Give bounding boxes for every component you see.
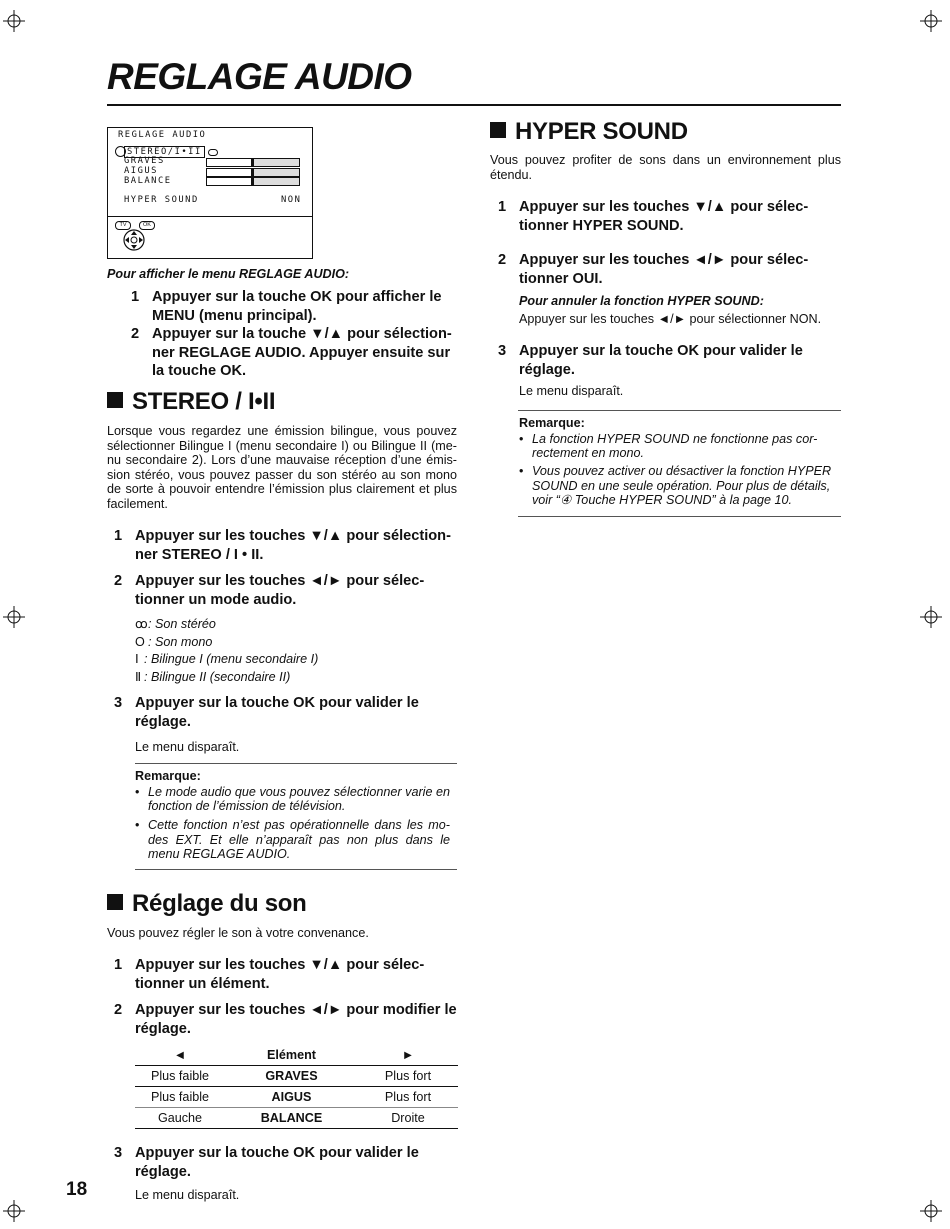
note-heading: Remarque: [519,416,585,430]
note-item: • Le mode audio que vous pouvez sélectionner varie en fonction de l’émission de télévision. [135,785,450,813]
step-text: Appuyer sur la touche OK pour valider le réglage. [135,1145,419,1180]
stereo-step-2 [114,572,458,609]
registration-mark-icon [3,1200,25,1222]
step-number: 3 [498,343,507,359]
step-text: Appuyer sur les touches ▼/▲ pour sélec-tionner HYPER SOUND. [519,199,809,234]
step-text: Appuyer sur les touches ◄/► pour sélec-tionner un mode audio. [135,573,425,608]
intro-step-1 [131,288,458,325]
step-number: 1 [114,528,123,544]
stereo-paragraph: Lorsque vous regardez une émission bilingue, vous pouvez sélectionner Bilingue I (menu secondaire I) ou Bilingue II (me-nu secondaire 2). Lors d’une mauvaise réception d’une émis-sion stéréo, vous pouvez passer du son stéréo au son mono de sorte à pouvoir entendre l’émission plus clairement et plus facilement. [107,424,457,511]
table-cell: Plus fort [358,1087,458,1108]
table-cell: Gauche [135,1108,225,1129]
bilingual-1-symbol-icon: Ⅰ [135,652,139,666]
step-text: Appuyer sur la touche OK pour valider le réglage. [135,695,419,730]
stereo-symbol-icon: ꝏ [135,617,148,631]
menu-screen-illustration [107,127,313,259]
menu-item-aigus: AIGUS [124,166,158,176]
section-heading-son: Réglage du son [107,890,307,918]
step-number: 3 [114,1145,123,1161]
registration-mark-icon [920,606,942,628]
stereo-notes [135,785,450,861]
table-cell: Plus faible [135,1087,225,1108]
note-heading: Remarque: [135,769,201,783]
registration-mark-icon [920,10,942,32]
step-text: Appuyer sur les touches ▼/▲ pour sélection-ner STEREO / I • II. [135,528,451,563]
menu-hyper-value: NON [281,195,302,205]
table-row [135,1108,458,1129]
step-text: Appuyer sur les touches ▼/▲ pour sélec-tionner un élément. [135,957,425,992]
menu-item-balance: BALANCE [124,176,172,186]
step-text: Appuyer sur la touche ▼/▲ pour sélection-ner REGLAGE AUDIO. Appuyer ensuite sur la touche OK. [152,326,452,379]
table-header: Elément [225,1045,358,1066]
intro-caption: Pour afficher le menu REGLAGE AUDIO: [107,267,350,281]
son-paragraph: Vous pouvez régler le son à votre convenance. [107,926,369,940]
son-step-2 [114,1001,458,1038]
page-number: 18 [66,1179,88,1200]
son-step-1 [114,956,458,993]
son-step-3-body: Le menu disparaît. [135,1188,240,1202]
balance-slider [206,177,300,186]
step-text: Appuyer sur les touches ◄/► pour sélec-tionner OUI. [519,252,809,287]
title-rule [107,104,841,106]
page-title: REGLAGE AUDIO [107,56,412,97]
section-heading-stereo: STEREO / I•II [107,388,275,416]
audio-mode-list [135,616,458,686]
son-step-3 [114,1144,458,1181]
step-number: 2 [131,326,140,342]
mode-stereo: ꝏ: Son stéréo [135,616,458,634]
step-number: 2 [114,1002,123,1018]
step-number: 1 [131,289,140,305]
stereo-indicator-icon [208,149,218,156]
cancel-heading: Pour annuler la fonction HYPER SOUND: [519,294,764,308]
adjustment-table [135,1045,458,1129]
stereo-step-3 [114,694,458,731]
table-cell: BALANCE [225,1108,358,1129]
section-heading-hyper: HYPER SOUND [490,118,688,146]
mono-symbol-icon: O [135,634,145,649]
step-number: 2 [498,252,507,268]
note-item: • La fonction HYPER SOUND ne fonctionne pas cor-rectement en mono. [519,432,835,460]
hyper-paragraph: Vous pouvez profiter de sons dans un environnement plus étendu. [490,153,841,182]
step-number: 3 [114,695,123,711]
menu-divider [108,216,312,217]
registration-mark-icon [920,1200,942,1222]
table-header: ► [358,1045,458,1066]
divider [135,869,457,870]
mode-bilingual-1: Ⅰ : Bilingue I (menu secondaire I) [135,651,458,669]
menu-item-hyper-sound: HYPER SOUND [124,195,199,205]
table-cell: GRAVES [225,1066,358,1087]
hyper-step-2 [498,251,841,288]
tv-button-icon: TV [115,221,131,230]
dpad-icon [121,228,147,257]
divider [518,516,841,517]
note-item: • Cette fonction n’est pas opérationnelle dans les mo-des EXT. Et elle n’apparaît pas non plus dans le menu REGLAGE AUDIO. [135,818,450,861]
table-cell: Plus fort [358,1066,458,1087]
graves-slider [206,158,300,167]
hyper-notes [519,432,835,507]
step-text: Appuyer sur les touches ◄/► pour modifier le réglage. [135,1002,457,1037]
divider [518,410,841,411]
menu-item-stereo: STEREO/I•II [124,146,205,158]
cancel-body: Appuyer sur les touches ◄/► pour sélectionner NON. [519,312,822,326]
mode-bilingual-2: Ⅱ : Bilingue II (secondaire II) [135,669,458,687]
bilingual-2-symbol-icon: Ⅱ [135,669,142,684]
step-number: 1 [498,199,507,215]
ok-button-icon: OK [139,221,155,230]
aigus-slider [206,168,300,177]
table-cell: Plus faible [135,1066,225,1087]
intro-step-2 [131,325,458,381]
table-row [135,1066,458,1087]
hyper-step-1 [498,198,841,235]
note-item: • Vous pouvez activer ou désactiver la fonction HYPER SOUND en une seule opération. Pour plus de détails, voir “④ Touche HYPER SOUND” à la page 10. [519,464,835,507]
step-text: Appuyer sur la touche OK pour valider le réglage. [519,343,803,378]
step-number: 2 [114,573,123,589]
table-row [135,1087,458,1108]
stereo-step-1 [114,527,458,564]
table-header: ◄ [135,1045,225,1066]
divider [135,763,457,764]
registration-mark-icon [3,10,25,32]
step-number: 1 [114,957,123,973]
registration-mark-icon [3,606,25,628]
step-text: Appuyer sur la touche OK pour afficher le MENU (menu principal). [152,289,442,324]
table-cell: Droite [358,1108,458,1129]
menu-heading: REGLAGE AUDIO [118,130,207,140]
table-cell: AIGUS [225,1087,358,1108]
hyper-step-3-body: Le menu disparaît. [519,384,624,398]
menu-item-graves: GRAVES [124,156,165,166]
stereo-step-3-body: Le menu disparaît. [135,740,240,754]
mode-mono: O : Son mono [135,634,458,652]
hyper-step-3 [498,342,841,379]
